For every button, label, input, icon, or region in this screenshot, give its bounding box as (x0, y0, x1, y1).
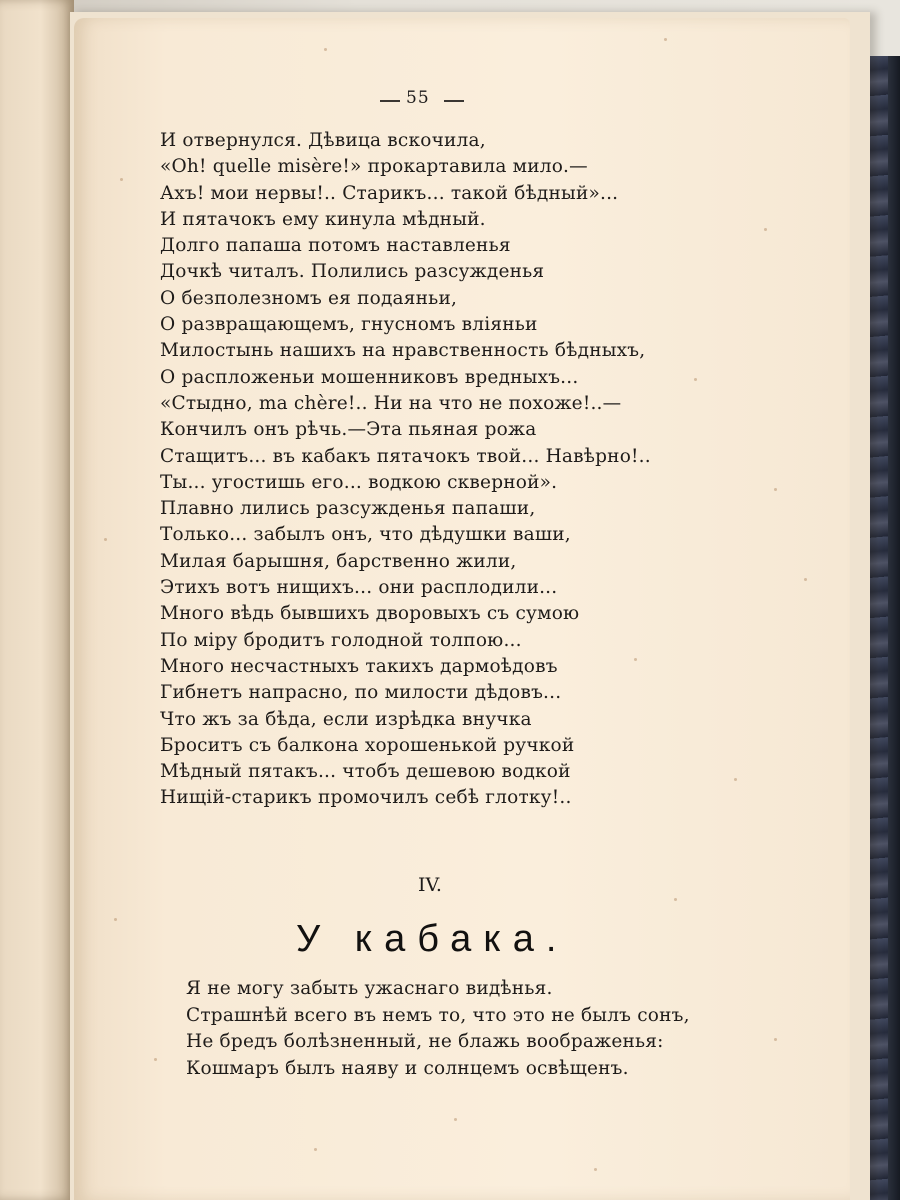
verse-line: Долго папаша потомъ наставленья (160, 235, 511, 257)
verse-line: Кончилъ онъ рѣчь.—Эта пьяная рожа (160, 419, 537, 441)
verse-line: Милостынь нашихъ на нравственность бѣдныхъ, (160, 340, 646, 362)
verse-line: Этихъ вотъ нищихъ... они расплодили... (160, 577, 558, 599)
verse-line: Кошмаръ былъ наяву и солнцемъ освѣщенъ. (186, 1057, 629, 1079)
verse-line: Ахъ! мои нервы!.. Старикъ... такой бѣдный»... (160, 182, 619, 204)
verse-line: Милая барышня, барственно жили, (160, 550, 517, 572)
verse-line: Плавно лились разсужденья папаши, (160, 498, 536, 520)
page-number: 55 (406, 88, 430, 108)
verse-line: «Стыдно, ma chère!.. Ни на что не похоже!..— (160, 392, 622, 414)
verse-line: Что жъ за бѣда, если изрѣдка внучка (160, 708, 532, 730)
verse-line: О развращающемъ, гнусномъ вліяньи (160, 314, 538, 336)
verse-line: Мѣдный пятакъ... чтобъ дешевою водкой (160, 761, 571, 783)
verse-line: Стащитъ... въ кабакъ пятачокъ твой... Навѣрно!.. (160, 445, 651, 467)
previous-page-edge (0, 0, 74, 1200)
verse-line: Нищій-старикъ промочилъ себѣ глотку!.. (160, 787, 572, 809)
section-title: У кабака. (296, 918, 569, 960)
verse-line: О безполезномъ ея подаяньи, (160, 287, 458, 309)
verse-line: Только... забылъ онъ, что дѣдушки ваши, (160, 524, 571, 546)
verse-line: По міру бродитъ голодной толпою... (160, 629, 522, 651)
page-number-dash-left (380, 100, 400, 102)
verse-line: Не бредъ болѣзненный, не блажь воображенья: (186, 1031, 664, 1052)
verse-line: «Oh! quelle misère!» прокартавила мило.— (160, 156, 588, 178)
section-number: IV. (418, 874, 442, 896)
verse-line: Ты... угостишь его... водкою скверной». (160, 471, 558, 493)
verse-line: Дочкѣ читалъ. Полились разсужденья (160, 261, 545, 283)
verse-line: И пятачокъ ему кинула мѣдный. (160, 208, 486, 230)
stanza-text (160, 128, 651, 812)
verse-line: О распложеньи мошенниковъ вредныхъ... (160, 366, 579, 388)
verse-line: И отвернулся. Дѣвица вскочила, (160, 130, 486, 151)
section-text (186, 976, 690, 1082)
page-number-dash-right (444, 100, 464, 102)
verse-line: Гибнетъ напрасно, по милости дѣдовъ... (160, 682, 562, 704)
verse-line: Много вѣдь бывшихъ дворовыхъ съ сумою (160, 603, 580, 625)
verse-line: Я не могу забыть ужаснаго видѣнья. (186, 978, 553, 999)
verse-line: Броситъ съ балкона хорошенькой ручкой (160, 734, 575, 756)
verse-line: Страшнѣй всего въ немъ то, что это не былъ сонъ, (186, 1004, 690, 1026)
verse-line: Много несчастныхъ такихъ дармоѣдовъ (160, 655, 558, 677)
